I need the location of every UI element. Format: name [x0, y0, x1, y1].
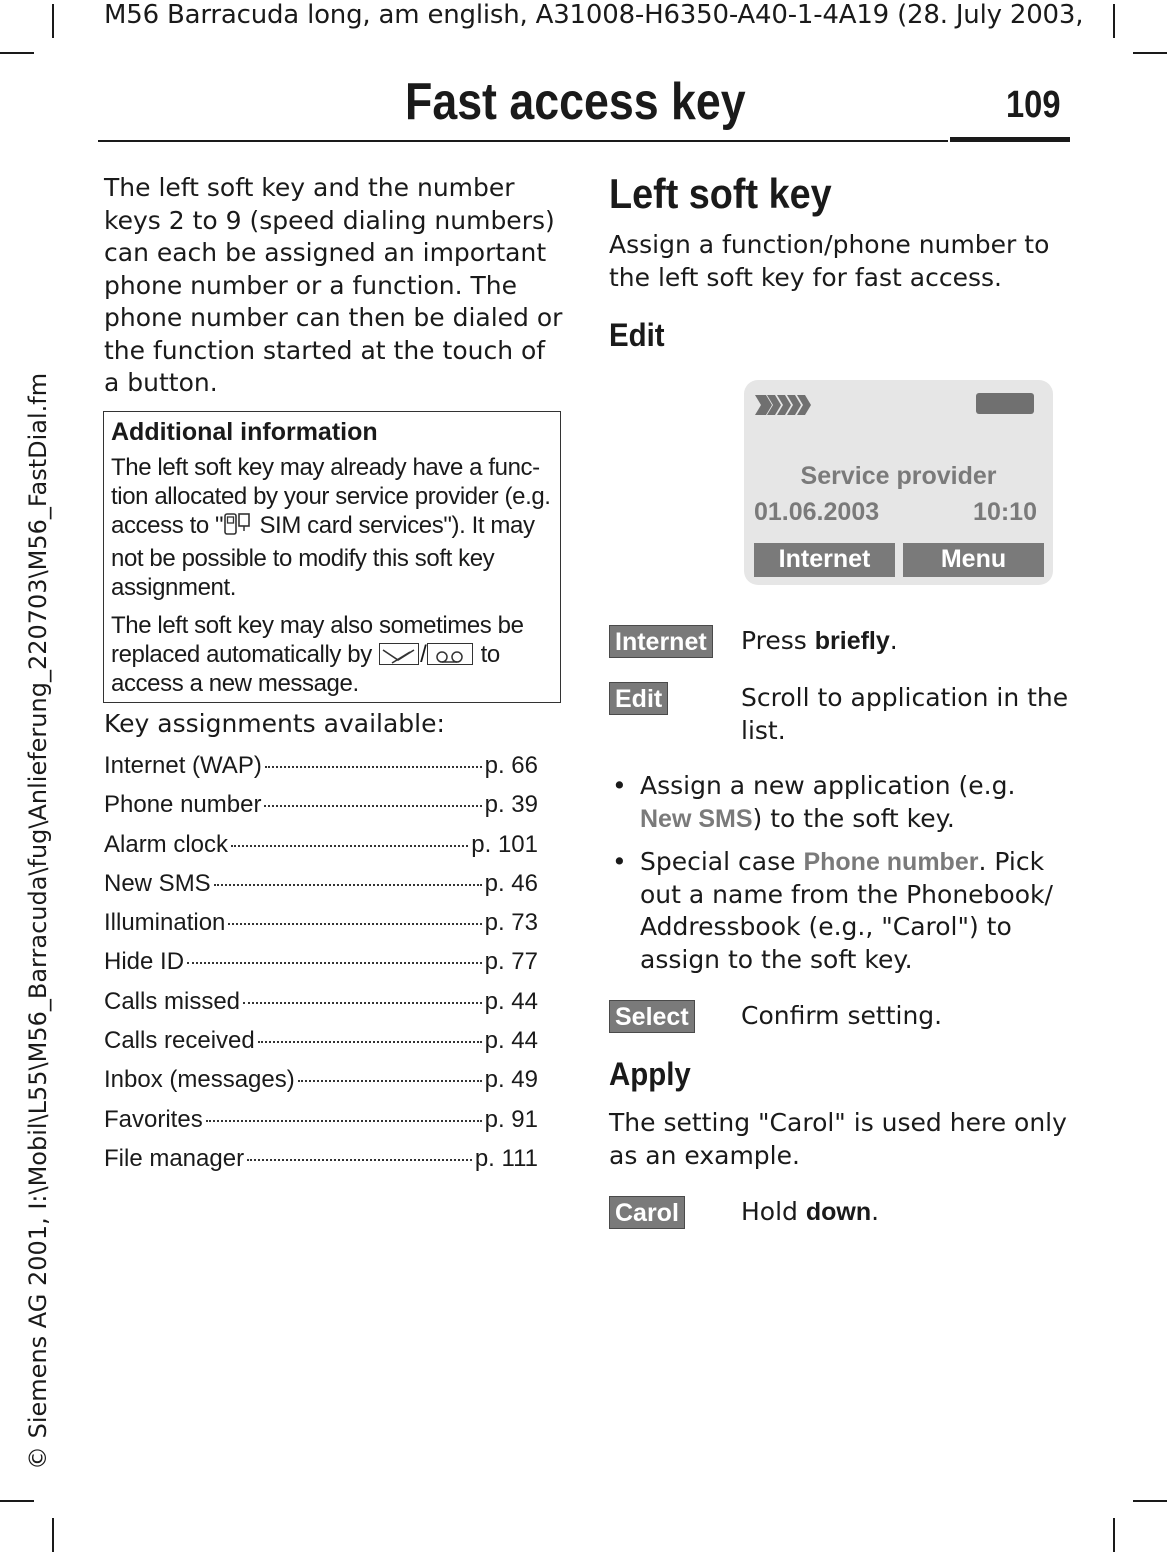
toc-leader [228, 923, 481, 925]
crop-mark [1133, 52, 1167, 54]
list-item [104, 1027, 538, 1066]
toc-leader [206, 1120, 482, 1122]
internet-softkey[interactable]: Internet [754, 543, 895, 577]
list-item [104, 870, 538, 909]
info-p1-text-a: The left soft key may already have a func-tion allocated by your service provider (e.g. access to " [111, 454, 551, 539]
toc-page-ref: p. 111 [474, 1144, 538, 1172]
step-confirm: Confirm setting. [741, 1001, 943, 1030]
toc-page-ref: p. 44 [484, 1027, 538, 1055]
side-footer [0, 0, 52, 1552]
toc-page-ref: p. 46 [484, 869, 538, 897]
info-p1-text-b: SIM card services"). It may not be possible to modify this soft key assignment. [111, 512, 535, 601]
step1-text: Press [741, 626, 815, 655]
list-item [104, 948, 538, 987]
section-lead: Assign a function/phone number to the left soft key for fast access. [609, 230, 1050, 292]
toc-page-ref: p. 49 [484, 1066, 538, 1094]
info-paragraph-2 [111, 611, 554, 698]
new-sms-highlight: New SMS [640, 804, 753, 833]
toc-page-ref: p. 44 [484, 987, 538, 1015]
toc-page-ref: p. 91 [484, 1105, 538, 1133]
carol-bold: down [805, 1198, 872, 1226]
toc-page-ref: p. 73 [484, 909, 538, 937]
phone-display [744, 380, 1053, 585]
list-item [104, 988, 538, 1027]
toc-label: Favorites [104, 1105, 203, 1133]
bullet-list [612, 770, 1072, 987]
signal-strength-icon [755, 393, 819, 421]
display-date: 01.06.2003 [754, 498, 880, 526]
toc-page-ref: p. 39 [484, 791, 538, 819]
toc-leader [265, 766, 482, 768]
toc-page-ref: p. 66 [484, 752, 538, 779]
step-scroll: Scroll to application in the list. [741, 683, 1069, 745]
toc-leader [247, 1159, 472, 1161]
bullet-text [640, 846, 1072, 976]
intro-paragraph: The left soft key and the number keys 2 to 9 (speed dialing numbers) can each be assigned an important phone number or a function. The phone number can then be dialed or the function started at the touch of a button. [104, 173, 563, 397]
battery-icon [976, 393, 1034, 414]
step-press-briefly [741, 625, 1071, 658]
voicemail-icon [427, 643, 473, 665]
page-number: 109 [1006, 84, 1061, 126]
menu-softkey[interactable]: Menu [903, 543, 1044, 577]
crop-mark [1113, 4, 1115, 38]
toc-label: Illumination [104, 909, 226, 937]
carol-text: Hold [741, 1197, 806, 1226]
step1-bold: briefly [814, 627, 890, 655]
carol-end: . [871, 1197, 880, 1226]
toc-leader [264, 805, 481, 807]
toc-label: New SMS [104, 869, 211, 897]
bullet-dot: • [612, 771, 627, 800]
toc-leader [214, 884, 482, 886]
step-hold-down [741, 1196, 1071, 1229]
additional-info-box [103, 411, 561, 703]
list-item [104, 791, 538, 830]
crop-mark [1113, 1518, 1115, 1552]
bullet2-a: Special case [640, 847, 804, 876]
crop-mark [52, 1518, 54, 1552]
toc-label: Calls missed [104, 987, 241, 1015]
toc-label: Internet (WAP) [104, 752, 262, 779]
toc-label: Alarm clock [104, 830, 229, 858]
section-heading-left-soft-key: Left soft key [609, 170, 832, 217]
crop-mark [52, 4, 54, 38]
toc-leader [231, 845, 468, 847]
list-item [104, 831, 538, 870]
phone-number-highlight: Phone number [803, 848, 979, 876]
page-number-rule [950, 137, 1070, 142]
info-title: Additional information [111, 418, 378, 446]
display-time: 10:10 [973, 498, 1037, 526]
toc-page-ref: p. 101 [471, 830, 538, 858]
bullet1-b: ) to the soft key. [752, 803, 955, 833]
list-item [104, 1145, 538, 1184]
toc-leader [298, 1080, 482, 1082]
apply-paragraph: The setting "Carol" is used here only as an example. [609, 1108, 1067, 1170]
apply-heading: Apply [609, 1056, 691, 1092]
info-p2-separator: / [420, 641, 427, 668]
crop-mark [1133, 1500, 1167, 1502]
info-p2-text-b: to access a new message. [111, 641, 500, 697]
list-item [612, 770, 1072, 835]
key-assignments-list [104, 752, 538, 1184]
bullet-dot: • [612, 847, 627, 876]
sim-card-icon [223, 513, 253, 544]
carol-key-badge: Carol [609, 1196, 685, 1229]
title-rule [98, 140, 948, 142]
toc-label: Hide ID [104, 948, 185, 976]
toc-label: Inbox (messages) [104, 1066, 295, 1094]
info-paragraph-1 [111, 453, 554, 602]
new-message-envelope-icon [379, 643, 419, 665]
toc-label: Calls received [104, 1027, 255, 1055]
key-assignments-heading: Key assignments available: [104, 709, 445, 738]
page-title: Fast access key [405, 73, 746, 131]
edit-heading: Edit [609, 317, 665, 353]
toc-leader [258, 1041, 482, 1043]
list-item [104, 752, 538, 791]
toc-label: Phone number [104, 791, 262, 819]
select-key-badge: Select [609, 1000, 695, 1033]
toc-leader [187, 962, 482, 964]
list-item [104, 1106, 538, 1145]
bullet2-b: . Pick out a name from the Phonebook/ Addressbook (e.g., "Carol") to assign to the soft key. [640, 847, 1053, 974]
bullet1-a: Assign a new application (e.g. [640, 771, 1016, 800]
toc-page-ref: p. 77 [484, 948, 538, 976]
list-item [612, 846, 1072, 976]
list-item [104, 1066, 538, 1105]
step1-end: . [889, 626, 898, 655]
edit-key-badge: Edit [609, 682, 668, 715]
bullet-text [640, 770, 1072, 835]
side-footer-text: © Siemens AG 2001, I:\Mobil\L55\M56_Barracuda\fug\Anlieferung_220703\M56_FastDial.fm [24, 372, 52, 1470]
running-header: M56 Barracuda long, am english, A31008-H6350-A40-1-4A19 (28. July 2003, [104, 0, 1084, 30]
info-p2-text-a: The left soft key may also sometimes be replaced automatically by [111, 612, 524, 668]
toc-label: File manager [104, 1144, 245, 1172]
toc-leader [243, 1002, 482, 1004]
list-item [104, 909, 538, 948]
internet-key-badge: Internet [609, 625, 713, 658]
provider-label: Service provider [800, 462, 997, 490]
